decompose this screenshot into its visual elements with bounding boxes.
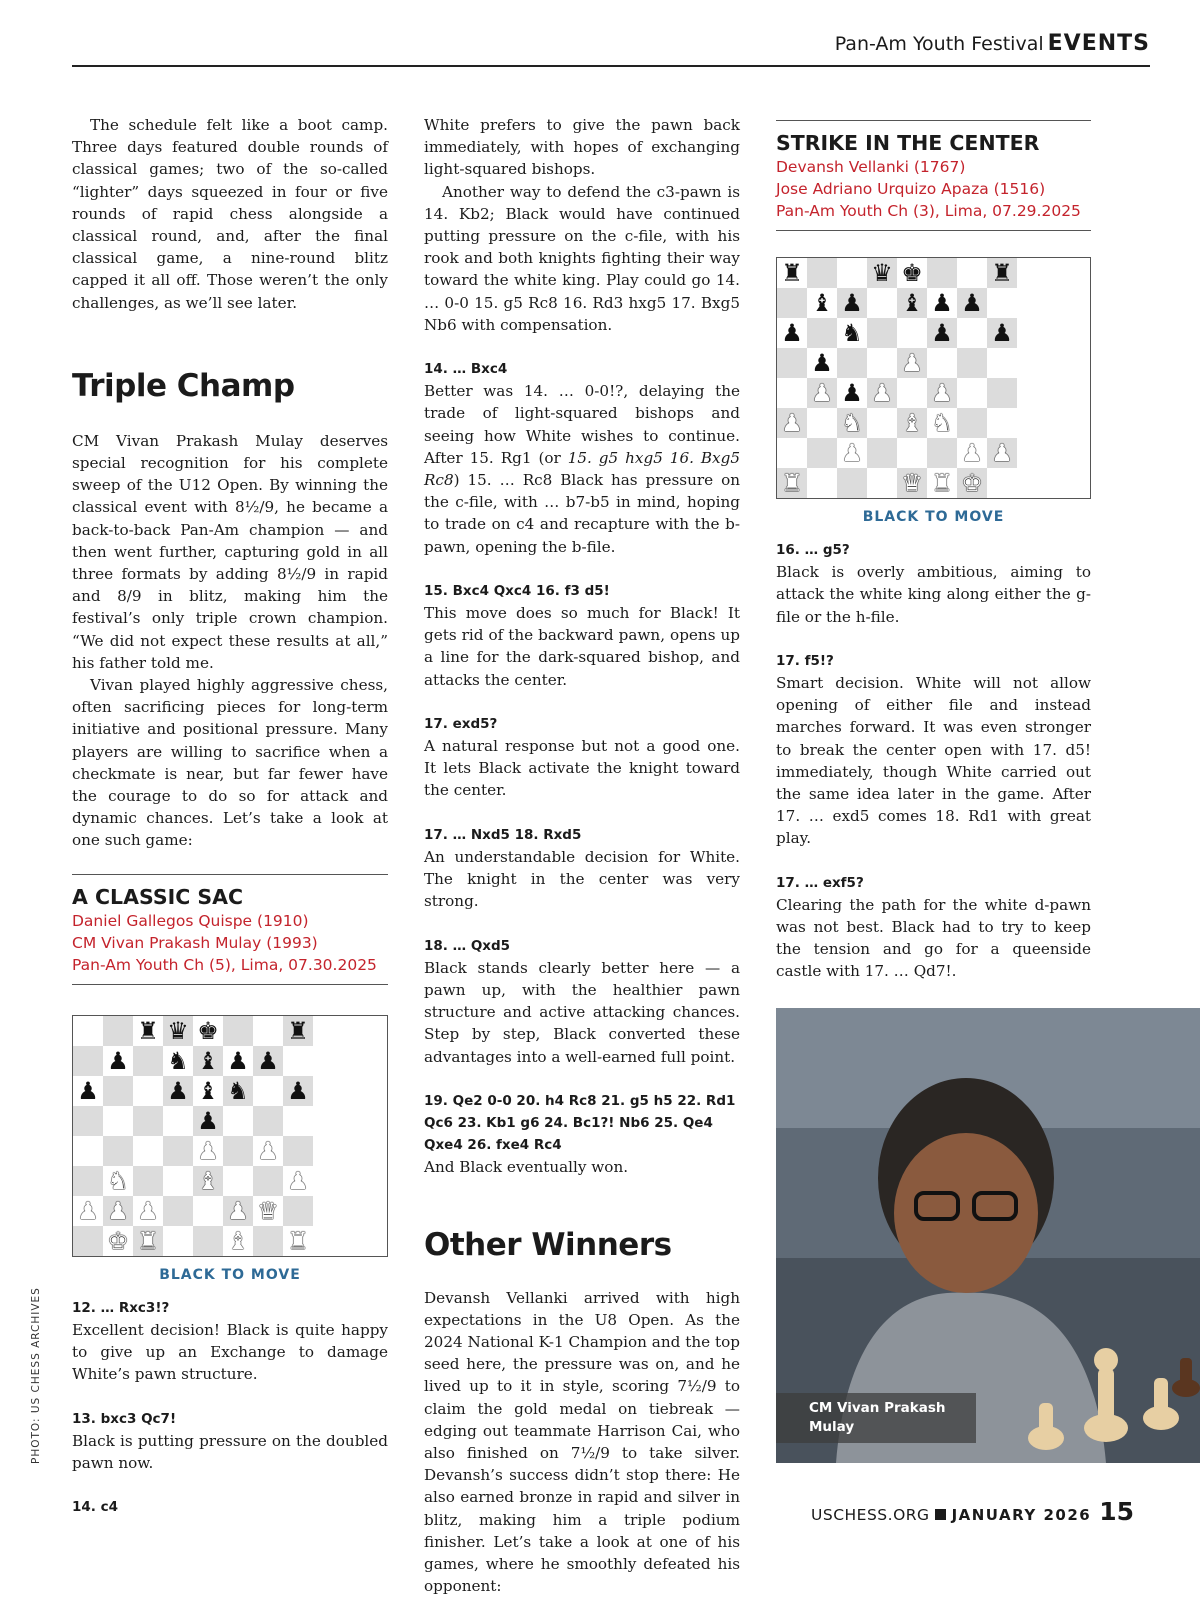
board-square xyxy=(807,288,837,318)
board-square xyxy=(897,468,927,498)
white-pawn-icon: ♟ xyxy=(811,379,833,407)
board-square xyxy=(987,438,1017,468)
board-square xyxy=(987,258,1017,288)
note-result: And Black eventually won. xyxy=(424,1158,629,1177)
board-square xyxy=(807,318,837,348)
white-pawn-icon: ♟ xyxy=(227,1196,249,1225)
board-square xyxy=(867,378,897,408)
board-square xyxy=(777,318,807,348)
white-bishop-icon: ♝ xyxy=(197,1166,219,1195)
white-rook-icon: ♜ xyxy=(287,1226,309,1255)
board-square xyxy=(223,1046,253,1076)
white-pawn-icon: ♟ xyxy=(871,379,893,407)
board-square xyxy=(163,1166,193,1196)
board-square xyxy=(837,348,867,378)
section-heading-other-winners: Other Winners xyxy=(424,1226,672,1263)
triple-champ-paragraph-1: CM Vivan Prakash Mulay deserves special recognition for his complete sweep of the U12 Open. By winning the classical event with 8½/9, he became a back-to-back Pan-Am champion — and then went further, capturing gold in all three formats by adding 8½/9 in rapid and 8/9 in blitz, making him the festival’s only triple crown champion. “We did not expect these results at all,” his father told me. xyxy=(72,431,388,672)
board-square xyxy=(807,468,837,498)
footer-site: USCHESS.ORG xyxy=(811,1506,930,1524)
move-17-f5: 17. f5!? xyxy=(776,652,834,669)
game-title: A CLASSIC SAC xyxy=(72,884,244,909)
note-18-rxd5: An understandable decision for White. The knight in the center was very strong. xyxy=(424,847,740,911)
board-square xyxy=(193,1046,223,1076)
board-square xyxy=(133,1046,163,1076)
board-square xyxy=(867,438,897,468)
board-square xyxy=(163,1046,193,1076)
board-square xyxy=(253,1136,283,1166)
other-winners-paragraph: Devansh Vellanki arrived with high expectations in the U8 Open. As the 2024 National K-1 Champion and the top seed here, the pressure was on, and he lived up to it in style, scoring 7½/9 to claim the gold medal on tiebreak — edging out teammate Harrison Cai, who also finished on 7½/9 to take silver. Devansh’s success didn’t stop there: He also earned bronze in rapid and silver in blitz, making him a triple podium finisher. Let’s take a look at one of his games, where he smoothly defeated his opponent: xyxy=(424,1288,740,1596)
board-square xyxy=(867,468,897,498)
white-pawn-icon: ♟ xyxy=(931,379,953,407)
section-heading-triple-champ: Triple Champ xyxy=(72,367,295,404)
board-square xyxy=(73,1106,103,1136)
board-square xyxy=(283,1016,313,1046)
board-square xyxy=(777,468,807,498)
board-caption-1: BLACK TO MOVE xyxy=(159,1266,301,1283)
footer-month: JANUARY 2026 xyxy=(951,1506,1092,1524)
chess-diagram-1 xyxy=(72,1015,388,1257)
white-rook-icon: ♜ xyxy=(137,1226,159,1255)
move-16-g5: 16. … g5? xyxy=(776,542,850,558)
board-square xyxy=(133,1106,163,1136)
board-square xyxy=(867,288,897,318)
board-square xyxy=(253,1106,283,1136)
board-square xyxy=(957,438,987,468)
move-17-nxd5: 17. … Nxd5 18. Rxd5 xyxy=(424,826,582,843)
board-square xyxy=(223,1016,253,1046)
white-king-icon: ♚ xyxy=(961,469,983,497)
board-square xyxy=(103,1166,133,1196)
board-square xyxy=(837,438,867,468)
board-square xyxy=(253,1046,283,1076)
white-pawn-icon: ♟ xyxy=(991,439,1013,467)
black-pawn-icon: ♟ xyxy=(107,1046,129,1075)
white-king-icon: ♚ xyxy=(107,1226,129,1255)
board-square xyxy=(777,348,807,378)
board-square xyxy=(73,1196,103,1226)
board-square xyxy=(103,1046,133,1076)
board-square xyxy=(897,258,927,288)
game-header-classic-sac xyxy=(72,874,388,985)
move-15-bxc4: 15. Bxc4 Qxc4 16. f3 d5! xyxy=(424,582,610,599)
black-pawn-icon: ♟ xyxy=(167,1076,189,1105)
board-square xyxy=(193,1166,223,1196)
page-footer xyxy=(811,1497,1134,1526)
board-square xyxy=(957,378,987,408)
board-square xyxy=(927,378,957,408)
board-square xyxy=(927,408,957,438)
black-pawn-icon: ♟ xyxy=(841,379,863,407)
white-bishop-icon: ♝ xyxy=(227,1226,249,1255)
game-black-player: Jose Adriano Urquizo Apaza (1516) xyxy=(776,180,1046,198)
board-square xyxy=(777,258,807,288)
board-square xyxy=(223,1076,253,1106)
move-18-qxd5: 18. … Qxd5 xyxy=(424,937,511,954)
black-bishop-icon: ♝ xyxy=(197,1076,219,1105)
board-square xyxy=(927,258,957,288)
board-square xyxy=(163,1196,193,1226)
note-13: Black is putting pressure on the doubled pawn now. xyxy=(72,1431,388,1472)
board-square xyxy=(193,1016,223,1046)
board-square xyxy=(193,1136,223,1166)
black-bishop-icon: ♝ xyxy=(901,289,923,317)
board-square xyxy=(837,408,867,438)
board-square xyxy=(897,408,927,438)
board-square xyxy=(133,1166,163,1196)
black-king-icon: ♚ xyxy=(901,259,923,287)
white-pawn-icon: ♟ xyxy=(107,1196,129,1225)
board-square xyxy=(133,1016,163,1046)
board-square xyxy=(193,1106,223,1136)
black-pawn-icon: ♟ xyxy=(811,349,833,377)
black-rook-icon: ♜ xyxy=(287,1016,309,1045)
white-pawn-icon: ♟ xyxy=(841,439,863,467)
white-knight-icon: ♞ xyxy=(107,1166,129,1195)
running-header xyxy=(835,31,1150,56)
board-square xyxy=(837,288,867,318)
note-14-bxc4: Better was 14. … 0-0!?, delaying the trade of light-squared bishops and seeing how White wishes to continue. After 15. Rg1 (or 15. g5 hxg5 16. Bxg5 Rc8) 15. … Rc8 Black has pressure on the c-file, with … b7-b5 in mind, hoping to trade on c4 and recapture with the b-pawn, opening the b-file. xyxy=(424,382,740,556)
board-square xyxy=(253,1166,283,1196)
board-square xyxy=(777,378,807,408)
white-bishop-icon: ♝ xyxy=(901,409,923,437)
footer-square-icon xyxy=(935,1509,946,1520)
board-square xyxy=(73,1076,103,1106)
game-white-player: Devansh Vellanki (1767) xyxy=(776,158,966,176)
white-pawn-icon: ♟ xyxy=(901,349,923,377)
board-square xyxy=(867,408,897,438)
board-square xyxy=(807,258,837,288)
board-square xyxy=(957,318,987,348)
board-caption-2: BLACK TO MOVE xyxy=(862,509,1005,525)
move-12-rxc3: 12. … Rxc3!? xyxy=(72,1299,170,1316)
board-square xyxy=(103,1226,133,1256)
black-pawn-icon: ♟ xyxy=(77,1076,99,1105)
column-3 xyxy=(776,120,1091,983)
white-pawn-icon: ♟ xyxy=(781,409,803,437)
black-pawn-icon: ♟ xyxy=(287,1076,309,1105)
board-square xyxy=(253,1076,283,1106)
black-pawn-icon: ♟ xyxy=(257,1046,279,1075)
board-square xyxy=(777,288,807,318)
board-square xyxy=(103,1196,133,1226)
board-square xyxy=(73,1166,103,1196)
move-14-c4: 14. c4 xyxy=(72,1499,119,1516)
board-square xyxy=(987,408,1017,438)
chess-diagram-2 xyxy=(776,257,1091,499)
board-square xyxy=(807,348,837,378)
board-square xyxy=(927,288,957,318)
note-18-qxd5: Black stands clearly better here — a pawn up, with the healthier pawn structure and active attacking chances. Step by step, Black converted these advantages into a well-earned full point. xyxy=(424,958,740,1066)
board-square xyxy=(987,318,1017,348)
board-square xyxy=(193,1076,223,1106)
board-square xyxy=(927,468,957,498)
board-square xyxy=(867,318,897,348)
board-square xyxy=(193,1226,223,1256)
white-pawn-icon: ♟ xyxy=(77,1196,99,1225)
white-queen-icon: ♛ xyxy=(901,469,923,497)
board-square xyxy=(73,1016,103,1046)
black-pawn-icon: ♟ xyxy=(991,319,1013,347)
board-square xyxy=(957,258,987,288)
board-square xyxy=(103,1076,133,1106)
board-square xyxy=(897,348,927,378)
game-white-player: Daniel Gallegos Quispe (1910) xyxy=(72,911,309,930)
board-square xyxy=(807,438,837,468)
board-square xyxy=(223,1136,253,1166)
board-square xyxy=(957,348,987,378)
note-12: Excellent decision! Black is quite happy to give up an Exchange to damage White’s pawn structure. xyxy=(72,1320,388,1384)
white-pawn-icon: ♟ xyxy=(137,1196,159,1225)
game-header-strike-center xyxy=(776,120,1091,231)
black-knight-icon: ♞ xyxy=(227,1076,249,1105)
board-square xyxy=(73,1046,103,1076)
board-square xyxy=(103,1136,133,1166)
board-square xyxy=(283,1046,313,1076)
white-knight-icon: ♞ xyxy=(841,409,863,437)
board-square xyxy=(807,378,837,408)
white-pawn-icon: ♟ xyxy=(197,1136,219,1165)
note-16-d5: This move does so much for Black! It gets rid of the backward pawn, opens up a line for the dark-squared bishop, and attacks the center. xyxy=(424,604,740,689)
board-square xyxy=(193,1196,223,1226)
board-square xyxy=(223,1166,253,1196)
board-square xyxy=(987,288,1017,318)
photo-caption: CM Vivan Prakash Mulay xyxy=(776,1393,976,1443)
board-square xyxy=(283,1226,313,1256)
black-pawn-icon: ♟ xyxy=(931,289,953,317)
board-square xyxy=(987,468,1017,498)
board-square xyxy=(73,1226,103,1256)
board-square xyxy=(807,408,837,438)
black-bishop-icon: ♝ xyxy=(811,289,833,317)
column-2 xyxy=(424,114,740,1597)
board-square xyxy=(957,468,987,498)
black-king-icon: ♚ xyxy=(197,1016,219,1045)
board-square xyxy=(103,1106,133,1136)
game-black-player: CM Vivan Prakash Mulay (1993) xyxy=(72,933,318,952)
header-series: Pan-Am Youth Festival xyxy=(834,33,1044,55)
board-square xyxy=(987,378,1017,408)
white-pawn-icon: ♟ xyxy=(287,1166,309,1195)
black-pawn-icon: ♟ xyxy=(961,289,983,317)
player-photo xyxy=(776,1008,1200,1463)
board-square xyxy=(133,1076,163,1106)
black-pawn-icon: ♟ xyxy=(197,1106,219,1135)
board-square xyxy=(837,468,867,498)
black-knight-icon: ♞ xyxy=(841,319,863,347)
board-square xyxy=(283,1166,313,1196)
column-1 xyxy=(72,114,388,1518)
move-17-exf5: 17. … exf5? xyxy=(776,874,864,891)
note-17-f5: Smart decision. White will not allow opening of either file and instead marches forward. It was even stronger to break the center open with 17. d5! immediately, though White carried out the same idea later in the game. After 17. … exd5 comes 18. Rd1 with great play. xyxy=(776,674,1091,848)
triple-champ-paragraph-2: Vivan played highly aggressive chess, often sacrificing pieces for long-term initiative and positional pressure. Many players are willing to sacrifice when a checkmate is near, but far fewer have the courage to do so for attack and dynamic chances. Let’s take a look at one such game: xyxy=(72,676,388,850)
white-pawn-icon: ♟ xyxy=(961,439,983,467)
board-square xyxy=(163,1136,193,1166)
board-square xyxy=(253,1016,283,1046)
move-13-bxc3: 13. bxc3 Qc7! xyxy=(72,1410,177,1427)
board-square xyxy=(163,1076,193,1106)
board-square xyxy=(223,1106,253,1136)
note-17-exf5: Clearing the path for the white d-pawn was not best. Black had to try to keep the tension and go for a queenside castle with 17. … Qd7!. xyxy=(776,895,1091,981)
board-square xyxy=(987,348,1017,378)
board-square xyxy=(777,408,807,438)
note-17-exd5: A natural response but not a good one. It lets Black activate the knight toward the center. xyxy=(424,737,740,800)
board-square xyxy=(867,258,897,288)
board-square xyxy=(897,438,927,468)
header-rule xyxy=(72,65,1150,67)
board-square xyxy=(133,1196,163,1226)
move-17-exd5: 17. exd5? xyxy=(424,715,498,732)
photo-credit: PHOTO: US CHESS ARCHIVES xyxy=(30,1287,42,1464)
board-square xyxy=(163,1106,193,1136)
board-square xyxy=(837,258,867,288)
board-square xyxy=(283,1136,313,1166)
white-queen-icon: ♛ xyxy=(257,1196,279,1225)
white-rook-icon: ♜ xyxy=(931,469,953,497)
black-pawn-icon: ♟ xyxy=(781,319,803,347)
black-pawn-icon: ♟ xyxy=(227,1046,249,1075)
board-square xyxy=(133,1226,163,1256)
white-knight-icon: ♞ xyxy=(931,409,953,437)
board-square xyxy=(957,288,987,318)
note-16-g5: Black is overly ambitious, aiming to attack the white king along either the g-file or the h-file. xyxy=(776,563,1091,626)
board-square xyxy=(897,318,927,348)
board-square xyxy=(163,1226,193,1256)
move-14-bxc4: 14. … Bxc4 xyxy=(424,361,508,378)
game-event: Pan-Am Youth Ch (3), Lima, 07.29.2025 xyxy=(776,202,1081,220)
board-square xyxy=(897,378,927,408)
board-square xyxy=(133,1136,163,1166)
board-square xyxy=(163,1016,193,1046)
intro-paragraph: The schedule felt like a boot camp. Three days featured double rounds of classical games; two of the so-called “lighter” days squeezed in four or five rounds of rapid chess alongside a classical round, and, after the final classical game, a nine-round blitz capped it all off. Those weren’t the only challenges, as we’ll see later. xyxy=(72,116,388,312)
board-square xyxy=(777,438,807,468)
black-rook-icon: ♜ xyxy=(137,1016,159,1045)
black-queen-icon: ♛ xyxy=(871,259,893,287)
white-rook-icon: ♜ xyxy=(781,469,803,497)
board-square xyxy=(283,1076,313,1106)
board-square xyxy=(927,438,957,468)
black-rook-icon: ♜ xyxy=(781,259,803,287)
black-pawn-icon: ♟ xyxy=(841,289,863,317)
board-square xyxy=(223,1196,253,1226)
note-14-a: White prefers to give the pawn back immediately, with hopes of exchanging light-squared bishops. xyxy=(424,116,740,179)
board-square xyxy=(837,318,867,348)
black-bishop-icon: ♝ xyxy=(197,1046,219,1075)
board-square xyxy=(103,1016,133,1046)
board-square xyxy=(897,288,927,318)
game-event: Pan-Am Youth Ch (5), Lima, 07.30.2025 xyxy=(72,955,377,974)
board-square xyxy=(73,1136,103,1166)
board-square xyxy=(253,1196,283,1226)
board-square xyxy=(283,1106,313,1136)
black-rook-icon: ♜ xyxy=(991,259,1013,287)
board-square xyxy=(957,408,987,438)
board-square xyxy=(283,1196,313,1226)
white-pawn-icon: ♟ xyxy=(257,1136,279,1165)
black-knight-icon: ♞ xyxy=(167,1046,189,1075)
page-number: 15 xyxy=(1099,1497,1134,1526)
header-section: EVENTS xyxy=(1047,31,1150,56)
board-square xyxy=(253,1226,283,1256)
black-queen-icon: ♛ xyxy=(167,1016,189,1045)
board-square xyxy=(927,348,957,378)
note-14-b: Another way to defend the c3-pawn is 14. Kb2; Black would have continued putting pressure on the c-file, with his rook and both knights fighting their way toward the white king. Play could go 14. … 0-0 15. g5 Rc8 16. Rd3 hxg5 17. Bxg5 Nb6 with compensation. xyxy=(424,182,740,334)
move-19-sequence: 19. Qe2 0-0 20. h4 Rc8 21. g5 h5 22. Rd1 Qc6 23. Kb1 g6 24. Bc1?! Nb6 25. Qe4 Qxe4 26. fxe4 Rc4 xyxy=(424,1092,736,1154)
black-pawn-icon: ♟ xyxy=(931,319,953,347)
board-square xyxy=(867,348,897,378)
board-square xyxy=(927,318,957,348)
board-square xyxy=(837,378,867,408)
game-title: STRIKE IN THE CENTER xyxy=(776,131,1040,155)
board-square xyxy=(223,1226,253,1256)
